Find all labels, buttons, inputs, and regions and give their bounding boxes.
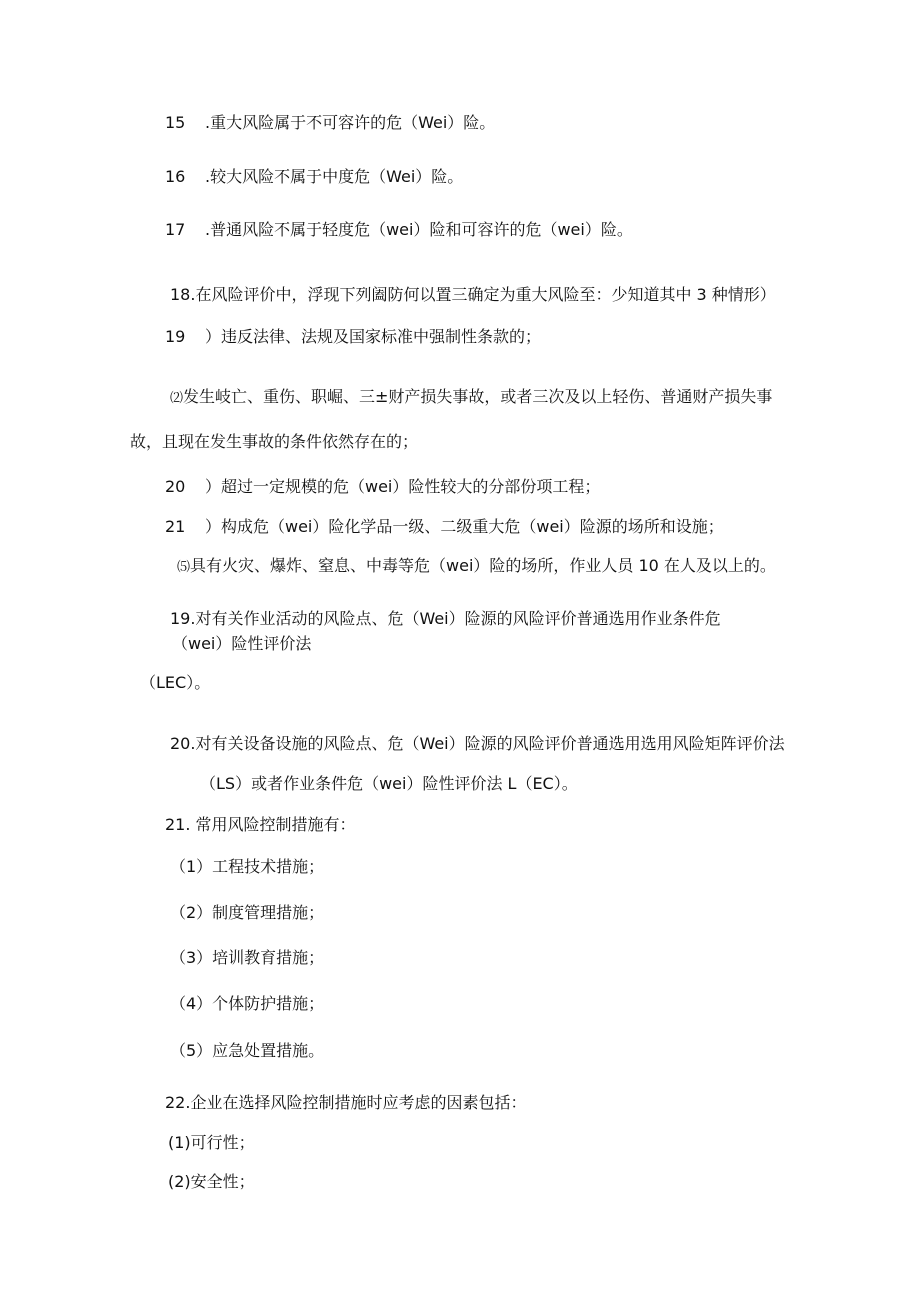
- sub-item-1: [165, 327, 541, 347]
- item-marker: ⑸: [177, 560, 191, 575]
- item-text: （1）工程技术措施；: [170, 857, 325, 876]
- item-20-ls-continued: [200, 774, 578, 794]
- item-number: 20: [165, 477, 186, 496]
- item-text: （5）应急处置措施。: [170, 1041, 325, 1060]
- item-text: （3）培训教育措施；: [170, 948, 325, 967]
- control-5: [170, 1041, 324, 1061]
- item-text: .企业在选择风险控制措施时应考虑的因素包括：: [185, 1093, 527, 1112]
- item-number: 15: [165, 113, 186, 132]
- item-text: （LS）或者作业条件危（wei）险性评价法 L（EC）。: [200, 774, 578, 793]
- sub-item-5: [177, 556, 776, 578]
- sub-item-3: [165, 477, 600, 497]
- item-text: ）违反法律、法规及国家标准中强制性条款的；: [205, 327, 542, 346]
- item-15: [165, 113, 495, 133]
- item-text: 发生岐亡、重伤、职崛、三±财产损失事故，或者三次及以上轻伤、普通财产损失事: [183, 387, 773, 406]
- item-text: ）构成危（wei）险化学品一级、二级重大危（wei）险源的场所和设施；: [205, 517, 724, 536]
- item-21-controls: [165, 815, 356, 835]
- item-text: (1)可行性；: [168, 1133, 255, 1152]
- sub-item-4: [165, 517, 724, 537]
- item-text: .重大风险属于不可容许的危（Wei）险。: [205, 113, 496, 132]
- item-17: [165, 220, 633, 240]
- control-3: [170, 948, 324, 968]
- item-text: .对有关设备设施的风险点、危（Wei）险源的风险评价普通选用选用风险矩阵评价法: [190, 734, 785, 753]
- item-text: （4）个体防护措施；: [170, 994, 325, 1013]
- item-number: 21: [165, 815, 186, 834]
- item-text: （LEC）。: [140, 673, 211, 692]
- item-19-lec-tail: [140, 673, 210, 693]
- item-text: ）超过一定规模的危（wei）险性较大的分部份项工程；: [205, 477, 601, 496]
- control-2: [170, 903, 324, 923]
- item-19-lec-continued: [172, 634, 311, 654]
- item-text: .普通风险不属于轻度危（wei）险和可容许的危（wei）险。: [205, 220, 633, 239]
- item-20-ls: [170, 734, 785, 754]
- item-number: 21: [165, 517, 186, 536]
- item-text: (2)安全性；: [168, 1172, 255, 1191]
- control-4: [170, 994, 324, 1014]
- item-text: .对有关作业活动的风险点、危（Wei）险源的风险评价普通选用作业条件危: [190, 609, 721, 628]
- item-number: 16: [165, 167, 186, 186]
- item-text: （wei）险性评价法: [172, 634, 312, 653]
- item-19-lec: [170, 609, 721, 629]
- item-16: [165, 167, 463, 187]
- item-number: 18: [170, 285, 191, 304]
- item-text: .在风险评价中，浮现下列阖防何以置三确定为重大风险至：少知道其中 3 种情形）: [190, 285, 776, 304]
- factor-2: [168, 1172, 255, 1192]
- item-number: 19: [165, 327, 186, 346]
- control-1: [170, 857, 324, 877]
- sub-item-2: [170, 387, 772, 409]
- sub-item-2-continued: [130, 432, 418, 452]
- item-22: [165, 1093, 526, 1113]
- item-text: .较大风险不属于中度危（Wei）险。: [205, 167, 464, 186]
- item-number: 17: [165, 220, 186, 239]
- item-text: . 常用风险控制措施有：: [185, 815, 356, 834]
- item-text: 具有火灾、爆炸、窒息、中毒等危（wei）险的场所，作业人员 10 在人及以上的。: [190, 556, 776, 575]
- item-number: 19: [170, 609, 191, 628]
- item-number: 20: [170, 734, 191, 753]
- item-marker: ⑵: [170, 391, 184, 406]
- item-text: （2）制度管理措施；: [170, 903, 325, 922]
- factor-1: [168, 1133, 255, 1153]
- item-number: 22: [165, 1093, 186, 1112]
- item-text: 故，且现在发生事故的条件依然存在的；: [130, 432, 419, 451]
- item-18: [170, 285, 776, 305]
